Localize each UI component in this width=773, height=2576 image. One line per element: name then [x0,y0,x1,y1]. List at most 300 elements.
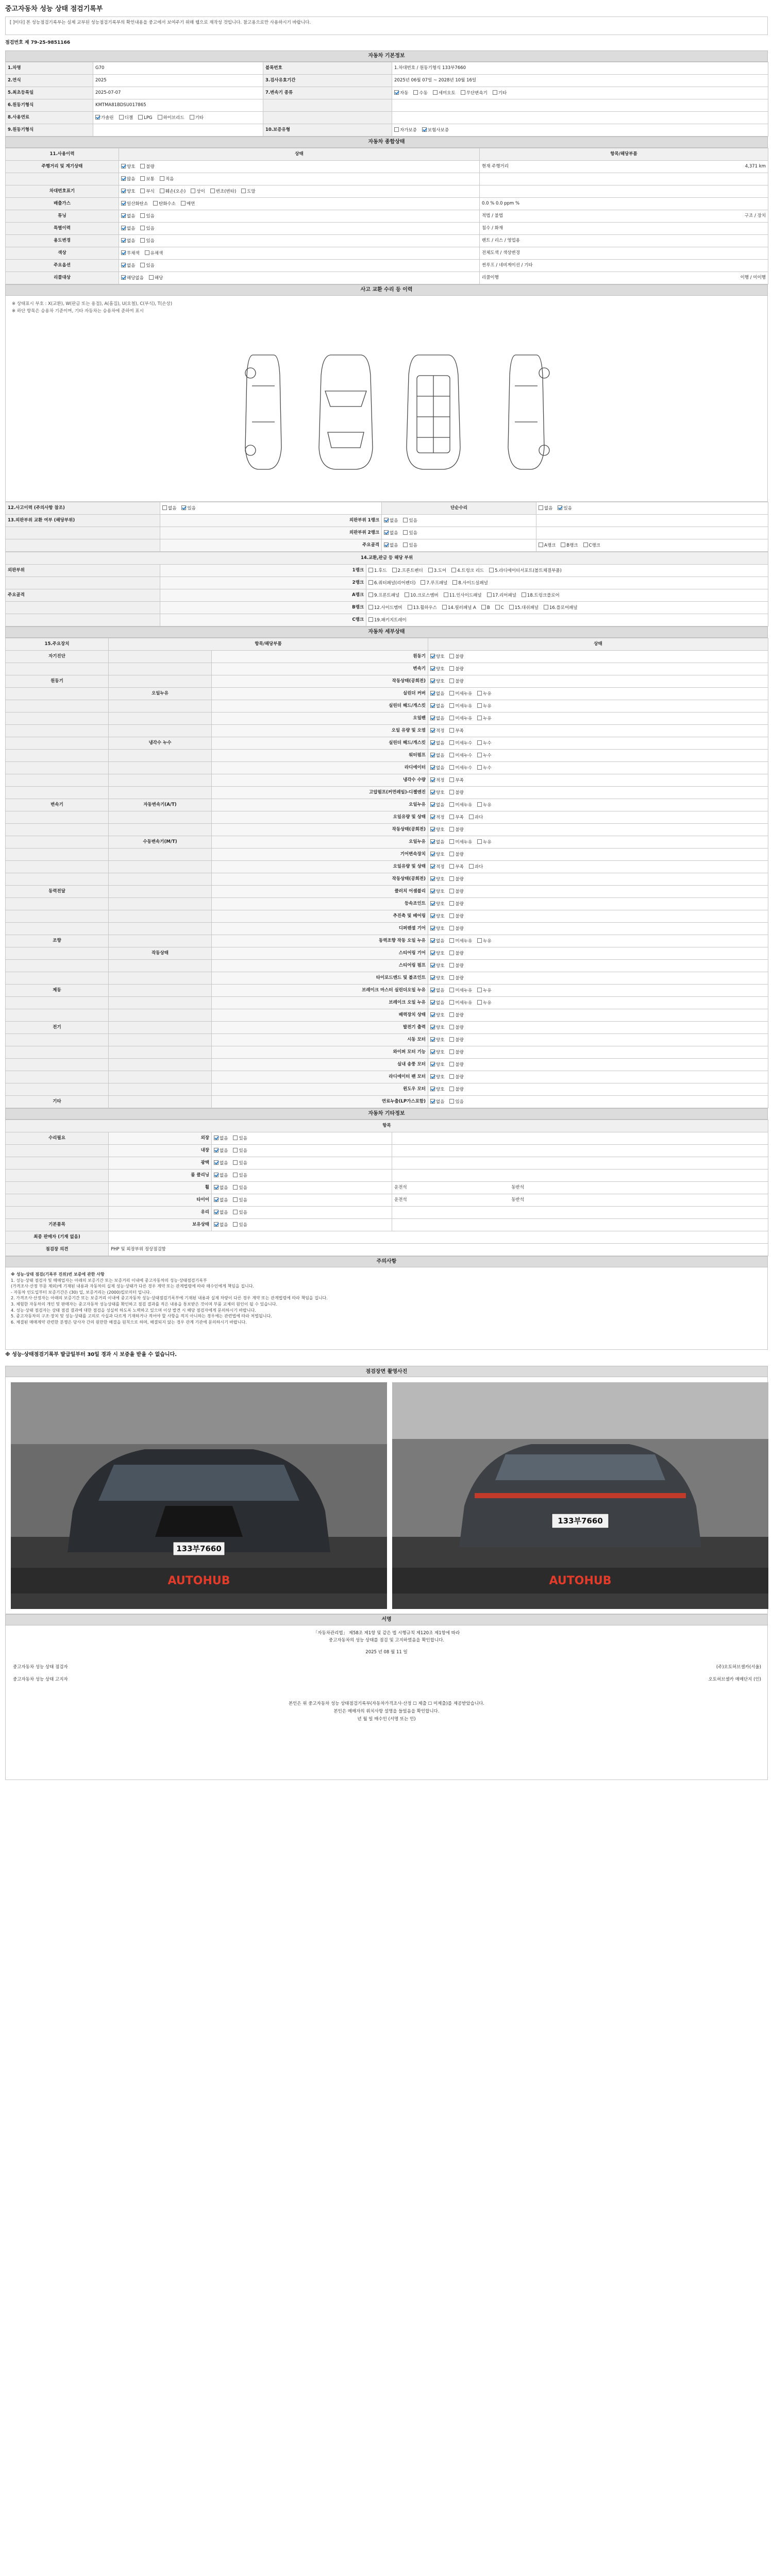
detail-option[interactable] [430,728,444,734]
detail-option[interactable] [430,1038,444,1043]
detail-option[interactable] [430,1013,444,1018]
checkbox-box[interactable] [449,765,454,770]
detail-option[interactable] [477,766,491,771]
detail-option[interactable] [430,741,444,746]
checkbox-box[interactable] [430,740,435,745]
detail-option[interactable] [449,988,472,993]
checkbox-box[interactable] [477,765,482,770]
checkbox-box[interactable] [405,592,409,597]
checkbox-box[interactable] [421,580,425,585]
checkbox-box[interactable] [153,201,158,206]
checkbox-box[interactable] [428,568,433,572]
detail-option[interactable] [430,902,444,907]
part-option[interactable] [421,581,447,586]
checkbox-box[interactable] [477,691,482,696]
detail-option[interactable] [449,1050,463,1055]
other-option[interactable] [214,1148,228,1154]
checkbox-box[interactable] [214,1173,219,1177]
checkbox-box[interactable] [121,201,126,206]
overall-option[interactable] [121,177,135,182]
checkbox-box[interactable] [477,753,482,757]
checkbox-box[interactable] [449,926,454,930]
overall-option[interactable] [121,263,135,268]
checkbox-box[interactable] [477,839,482,844]
checkbox-box[interactable] [368,592,373,597]
detail-option[interactable] [449,1025,463,1030]
checkbox-box[interactable] [430,728,435,733]
checkbox-box[interactable] [449,938,454,943]
checkbox-box[interactable] [241,189,246,193]
checkbox-box[interactable] [430,926,435,930]
checkbox-box[interactable] [233,1160,238,1165]
transmission-option[interactable] [493,91,507,96]
checkbox-box[interactable] [140,213,145,218]
checkbox-box[interactable] [191,189,195,193]
detail-option[interactable] [449,778,463,783]
rank-option[interactable] [384,531,398,536]
accident-option[interactable] [162,506,176,511]
rank-option[interactable] [403,543,417,548]
part-option[interactable] [428,568,447,573]
checkbox-box[interactable] [449,852,454,856]
checkbox-box[interactable] [430,802,435,807]
fuel-option[interactable] [119,115,133,121]
checkbox-box[interactable] [449,1012,454,1017]
detail-option[interactable] [477,939,491,944]
checkbox-box[interactable] [449,802,454,807]
checkbox-box[interactable] [214,1210,219,1214]
checkbox-box[interactable] [558,505,562,510]
detail-option[interactable] [477,803,491,808]
repair-option[interactable] [539,506,552,511]
checkbox-box[interactable] [449,666,454,671]
detail-option[interactable] [469,815,483,820]
checkbox-box[interactable] [449,839,454,844]
detail-option[interactable] [430,877,444,882]
checkbox-box[interactable] [449,654,454,658]
warranty-option[interactable] [422,128,449,133]
checkbox-box[interactable] [493,90,497,95]
overall-option[interactable] [121,226,135,231]
detail-option[interactable] [430,1075,444,1080]
checkbox-box[interactable] [449,815,454,819]
part-option[interactable] [368,593,399,598]
checkbox-box[interactable] [449,1074,454,1079]
fuel-option[interactable] [190,115,204,121]
checkbox-box[interactable] [368,568,373,572]
checkbox-box[interactable] [430,1049,435,1054]
overall-option[interactable] [160,177,174,182]
checkbox-box[interactable] [394,90,399,95]
checkbox-box[interactable] [430,654,435,658]
checkbox-box[interactable] [495,605,500,609]
overall-option[interactable] [140,214,154,219]
overall-option[interactable] [121,201,148,207]
checkbox-box[interactable] [442,605,447,609]
checkbox-box[interactable] [469,864,474,869]
overall-option[interactable] [121,239,135,244]
detail-option[interactable] [469,865,483,870]
checkbox-box[interactable] [452,580,457,585]
checkbox-box[interactable] [160,189,164,193]
checkbox-box[interactable] [403,518,408,522]
detail-option[interactable] [449,963,463,969]
checkbox-box[interactable] [449,1062,454,1066]
overall-option[interactable] [145,251,163,256]
checkbox-box[interactable] [233,1210,238,1214]
checkbox-box[interactable] [444,592,448,597]
other-option[interactable] [233,1198,247,1203]
detail-option[interactable] [449,790,463,795]
checkbox-box[interactable] [449,876,454,881]
detail-option[interactable] [430,852,444,857]
overall-option[interactable] [149,276,163,281]
checkbox-box[interactable] [449,728,454,733]
overall-option[interactable] [140,164,154,170]
detail-option[interactable] [449,1038,463,1043]
overall-option[interactable] [160,189,186,194]
detail-option[interactable] [449,654,463,659]
part-option[interactable] [368,618,407,623]
checkbox-box[interactable] [368,605,373,609]
detail-option[interactable] [430,926,444,931]
detail-option[interactable] [449,902,463,907]
part-option[interactable] [495,605,504,611]
part-option[interactable] [392,568,423,573]
checkbox-box[interactable] [449,975,454,980]
part-option[interactable] [442,605,476,611]
checkbox-box[interactable] [214,1197,219,1202]
checkbox-box[interactable] [430,1012,435,1017]
checkbox-box[interactable] [449,913,454,918]
part-option[interactable] [451,568,484,573]
checkbox-box[interactable] [403,530,408,535]
checkbox-box[interactable] [214,1185,219,1190]
detail-option[interactable] [449,1099,463,1105]
detail-option[interactable] [430,939,444,944]
checkbox-box[interactable] [140,226,145,230]
checkbox-box[interactable] [449,740,454,745]
detail-option[interactable] [449,728,463,734]
checkbox-box[interactable] [449,901,454,906]
other-option[interactable] [233,1223,247,1228]
checkbox-box[interactable] [233,1185,238,1190]
checkbox-box[interactable] [449,679,454,683]
detail-option[interactable] [430,1001,444,1006]
checkbox-box[interactable] [449,1037,454,1042]
part-option[interactable] [368,568,387,573]
checkbox-box[interactable] [509,605,514,609]
detail-option[interactable] [449,889,463,894]
checkbox-box[interactable] [449,753,454,757]
checkbox-box[interactable] [430,901,435,906]
checkbox-box[interactable] [489,568,494,572]
checkbox-box[interactable] [384,543,389,547]
checkbox-box[interactable] [214,1222,219,1227]
checkbox-box[interactable] [449,716,454,720]
detail-option[interactable] [449,865,463,870]
detail-option[interactable] [430,1099,444,1105]
checkbox-box[interactable] [181,505,186,510]
checkbox-box[interactable] [430,1087,435,1091]
checkbox-box[interactable] [430,975,435,980]
part-option[interactable] [489,568,562,573]
part-option[interactable] [522,593,560,598]
detail-option[interactable] [449,1087,463,1092]
checkbox-box[interactable] [121,250,126,255]
checkbox-box[interactable] [408,605,412,609]
checkbox-box[interactable] [561,543,565,547]
checkbox-box[interactable] [449,1000,454,1005]
checkbox-box[interactable] [140,263,145,267]
detail-option[interactable] [430,654,444,659]
detail-option[interactable] [430,1062,444,1067]
checkbox-box[interactable] [121,226,126,230]
checkbox-box[interactable] [233,1197,238,1202]
fuel-option[interactable] [158,115,184,121]
checkbox-box[interactable] [430,839,435,844]
checkbox-box[interactable] [477,938,482,943]
overall-option[interactable] [121,276,144,281]
overall-option[interactable] [140,263,154,268]
accident-option[interactable] [181,506,195,511]
checkbox-box[interactable] [430,790,435,794]
transmission-option[interactable] [433,91,456,96]
checkbox-box[interactable] [384,518,389,522]
checkbox-box[interactable] [430,852,435,856]
detail-option[interactable] [430,963,444,969]
checkbox-box[interactable] [214,1136,219,1140]
overall-option[interactable] [140,239,154,244]
checkbox-box[interactable] [449,963,454,968]
frame-rank-option[interactable] [583,543,600,548]
transmission-option[interactable] [413,91,427,96]
checkbox-box[interactable] [140,176,145,181]
checkbox-box[interactable] [449,827,454,832]
checkbox-box[interactable] [430,815,435,819]
detail-option[interactable] [430,704,444,709]
overall-option[interactable] [140,226,154,231]
overall-option[interactable] [241,189,255,194]
checkbox-box[interactable] [430,1025,435,1029]
checkbox-box[interactable] [430,827,435,832]
part-option[interactable] [444,593,482,598]
checkbox-box[interactable] [451,568,456,572]
checkbox-box[interactable] [449,864,454,869]
detail-option[interactable] [477,1001,491,1006]
checkbox-box[interactable] [430,876,435,881]
detail-option[interactable] [430,790,444,795]
detail-option[interactable] [449,1062,463,1067]
detail-option[interactable] [430,679,444,684]
other-option[interactable] [233,1148,247,1154]
detail-option[interactable] [449,926,463,931]
checkbox-box[interactable] [121,189,126,193]
part-option[interactable] [544,605,578,611]
checkbox-box[interactable] [394,127,399,132]
part-option[interactable] [368,605,402,611]
checkbox-box[interactable] [413,90,418,95]
part-option[interactable] [405,593,439,598]
detail-option[interactable] [449,803,472,808]
detail-option[interactable] [430,1025,444,1030]
detail-option[interactable] [477,704,491,709]
detail-option[interactable] [449,1013,463,1018]
detail-option[interactable] [449,815,463,820]
checkbox-box[interactable] [368,580,373,585]
frame-rank-option[interactable] [561,543,578,548]
checkbox-box[interactable] [481,605,486,609]
detail-option[interactable] [430,988,444,993]
checkbox-box[interactable] [214,1148,219,1153]
checkbox-box[interactable] [477,703,482,708]
checkbox-box[interactable] [430,666,435,671]
checkbox-box[interactable] [140,238,145,243]
checkbox-box[interactable] [477,1000,482,1005]
other-option[interactable] [214,1161,228,1166]
checkbox-box[interactable] [95,115,100,120]
checkbox-box[interactable] [190,115,194,120]
part-option[interactable] [452,581,488,586]
part-option[interactable] [368,581,415,586]
checkbox-box[interactable] [430,988,435,992]
checkbox-box[interactable] [449,951,454,955]
overall-option[interactable] [210,189,236,194]
checkbox-box[interactable] [430,753,435,757]
detail-option[interactable] [430,951,444,956]
overall-option[interactable] [121,214,135,219]
checkbox-box[interactable] [487,592,492,597]
checkbox-box[interactable] [140,164,145,168]
detail-option[interactable] [477,988,491,993]
other-option[interactable] [214,1210,228,1215]
overall-option[interactable] [181,201,195,207]
detail-option[interactable] [430,914,444,919]
rank-option[interactable] [384,543,398,548]
checkbox-box[interactable] [433,90,438,95]
checkbox-box[interactable] [430,1037,435,1042]
checkbox-box[interactable] [384,530,389,535]
detail-option[interactable] [449,753,472,758]
checkbox-box[interactable] [430,679,435,683]
part-option[interactable] [481,605,490,611]
detail-option[interactable] [449,1075,463,1080]
checkbox-box[interactable] [449,703,454,708]
checkbox-box[interactable] [544,605,548,609]
detail-option[interactable] [449,951,463,956]
detail-option[interactable] [449,679,463,684]
detail-option[interactable] [449,976,463,981]
checkbox-box[interactable] [138,115,143,120]
overall-option[interactable] [121,189,135,194]
checkbox-box[interactable] [539,543,543,547]
detail-option[interactable] [449,667,463,672]
checkbox-box[interactable] [583,543,588,547]
detail-option[interactable] [430,827,444,833]
checkbox-box[interactable] [430,691,435,696]
checkbox-box[interactable] [539,505,543,510]
checkbox-box[interactable] [477,988,482,992]
detail-option[interactable] [430,865,444,870]
checkbox-box[interactable] [477,802,482,807]
checkbox-box[interactable] [449,889,454,893]
checkbox-box[interactable] [403,543,408,547]
other-option[interactable] [233,1136,247,1141]
checkbox-box[interactable] [430,864,435,869]
detail-option[interactable] [449,852,463,857]
rank-option[interactable] [384,518,398,523]
checkbox-box[interactable] [449,1049,454,1054]
detail-option[interactable] [430,691,444,697]
checkbox-box[interactable] [477,716,482,720]
checkbox-box[interactable] [121,238,126,243]
detail-option[interactable] [477,741,491,746]
checkbox-box[interactable] [469,815,474,819]
detail-option[interactable] [430,840,444,845]
detail-option[interactable] [477,716,491,721]
checkbox-box[interactable] [449,777,454,782]
detail-option[interactable] [449,827,463,833]
other-option[interactable] [214,1223,228,1228]
checkbox-box[interactable] [121,263,126,267]
checkbox-box[interactable] [449,1087,454,1091]
other-option[interactable] [233,1185,247,1191]
transmission-option[interactable] [461,91,488,96]
rank-option[interactable] [403,518,417,523]
checkbox-box[interactable] [392,568,397,572]
transmission-option[interactable] [394,91,408,96]
checkbox-box[interactable] [121,164,126,168]
detail-option[interactable] [477,691,491,697]
checkbox-box[interactable] [430,703,435,708]
checkbox-box[interactable] [214,1160,219,1165]
detail-option[interactable] [449,877,463,882]
checkbox-box[interactable] [140,189,145,193]
overall-option[interactable] [121,251,140,256]
checkbox-box[interactable] [422,127,427,132]
detail-option[interactable] [449,704,472,709]
checkbox-box[interactable] [233,1136,238,1140]
checkbox-box[interactable] [233,1148,238,1153]
other-option[interactable] [214,1198,228,1203]
detail-option[interactable] [430,1050,444,1055]
detail-option[interactable] [449,741,472,746]
checkbox-box[interactable] [145,250,149,255]
checkbox-box[interactable] [160,176,164,181]
detail-option[interactable] [449,914,463,919]
detail-option[interactable] [430,815,444,820]
other-option[interactable] [233,1161,247,1166]
checkbox-box[interactable] [430,777,435,782]
frame-rank-option[interactable] [539,543,556,548]
checkbox-box[interactable] [430,889,435,893]
detail-option[interactable] [449,939,472,944]
detail-option[interactable] [430,716,444,721]
checkbox-box[interactable] [121,213,126,218]
part-option[interactable] [487,593,516,598]
detail-option[interactable] [430,778,444,783]
detail-option[interactable] [430,803,444,808]
overall-option[interactable] [153,201,176,207]
detail-option[interactable] [430,976,444,981]
detail-option[interactable] [477,753,491,758]
checkbox-box[interactable] [121,275,126,280]
checkbox-box[interactable] [210,189,215,193]
checkbox-box[interactable] [430,963,435,968]
checkbox-box[interactable] [461,90,465,95]
detail-option[interactable] [430,1087,444,1092]
checkbox-box[interactable] [233,1173,238,1177]
